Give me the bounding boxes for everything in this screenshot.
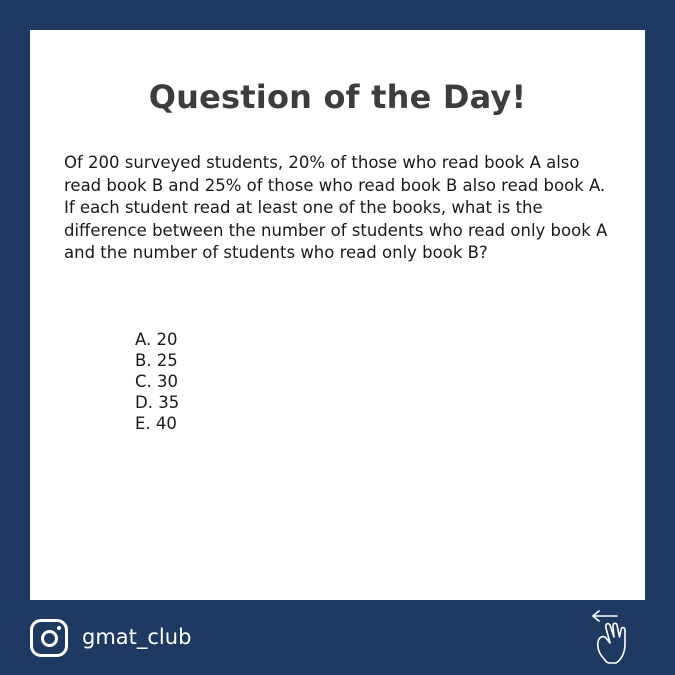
choice-e[interactable]: E. 40 [135,413,177,433]
question-card [30,30,645,600]
answer-choices [135,330,179,435]
footer-bar [0,600,675,675]
question-text: Of 200 surveyed students, 20% of those who read book A also read book B and 25% of those who read book B also read book A. If each student read at least one of the books, what is the difference between the number of students who read only book A and the number of students who read only book B? [64,153,608,263]
page-title: Question of the Day! [148,78,527,116]
choice-a[interactable]: A. 20 [135,330,178,349]
instagram-icon [30,619,68,657]
choice-d[interactable]: D. 35 [135,392,180,412]
choice-c[interactable]: C. 30 [135,371,179,391]
account-handle[interactable]: gmat_club [82,625,192,649]
swipe-left-hand-icon [583,606,643,668]
choice-b[interactable]: B. 25 [135,350,178,370]
